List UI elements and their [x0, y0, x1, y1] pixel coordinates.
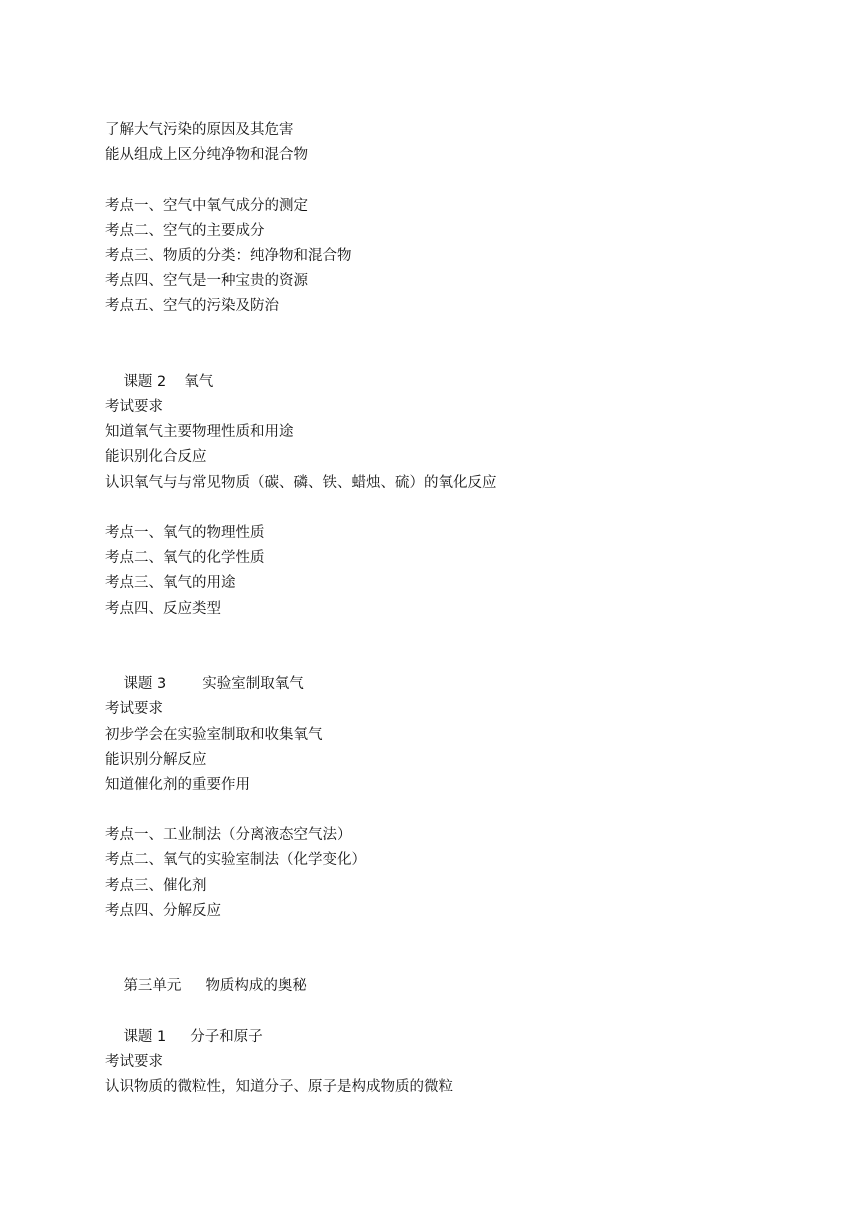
lesson-title: 实验室制取氧气	[202, 676, 304, 693]
lesson-heading	[105, 345, 805, 390]
requirement-item: 能识别化合反应	[105, 449, 207, 466]
lesson-label: 课题 3	[123, 676, 167, 693]
lesson-heading	[105, 1000, 805, 1045]
requirement-item: 认识物质的微粒性，知道分子、原子是构成物质的微粒	[105, 1079, 453, 1096]
exam-point: 考点三、物质的分类：纯净物和混合物	[105, 247, 352, 264]
exam-point: 考点二、空气的主要成分	[105, 222, 265, 239]
exam-point: 考点二、氧气的化学性质	[105, 550, 265, 567]
exam-point: 考点三、氧气的用途	[105, 575, 236, 592]
blank-line	[105, 622, 805, 647]
exam-point: 考点一、工业制法（分离液态空气法）	[105, 827, 352, 844]
requirement-item: 知道氧气主要物理性质和用途	[105, 424, 294, 441]
exam-point: 考点四、空气是一种宝贵的资源	[105, 273, 308, 290]
lesson-heading	[105, 647, 805, 693]
requirement-item: 认识氧气与与常见物质（碳、磷、铁、蜡烛、硫）的氧化反应	[105, 474, 497, 491]
section-heading: 考试要求	[105, 399, 163, 416]
text-line: 了解大气污染的原因及其危害	[105, 122, 294, 138]
blank-line	[105, 320, 805, 345]
blank-line	[105, 924, 805, 949]
lesson-title: 分子和原子	[190, 1028, 263, 1045]
exam-point: 考点四、分解反应	[105, 902, 221, 919]
requirement-item: 初步学会在实验室制取和收集氧气	[105, 726, 323, 743]
unit-title: 物质构成的奥秘	[205, 978, 307, 995]
exam-point: 考点一、氧气的物理性质	[105, 525, 265, 541]
section-heading: 考试要求	[105, 1053, 163, 1070]
exam-point: 考点五、空气的污染及防治	[105, 298, 279, 315]
lesson-label: 课题 1	[123, 1028, 167, 1045]
document-page	[105, 118, 805, 1100]
text-line: 能从组成上区分纯净物和混合物	[105, 147, 308, 164]
lesson-title: 氧气	[184, 373, 214, 390]
blank-line	[105, 168, 805, 193]
exam-point: 考点三、催化剂	[105, 877, 207, 894]
blank-line	[105, 496, 805, 521]
unit-label: 第三单元	[123, 978, 182, 995]
requirement-item: 知道催化剂的重要作用	[105, 776, 250, 793]
exam-point: 考点二、氧气的实验室制法（化学变化）	[105, 852, 366, 869]
requirement-item: 能识别分解反应	[105, 751, 207, 768]
exam-point: 考点四、反应类型	[105, 600, 221, 617]
section-heading: 考试要求	[105, 701, 163, 718]
unit-heading	[105, 949, 805, 995]
exam-point: 考点一、空气中氧气成分的测定	[105, 197, 308, 214]
lesson-label: 课题 2	[123, 373, 167, 390]
blank-line	[105, 798, 805, 823]
